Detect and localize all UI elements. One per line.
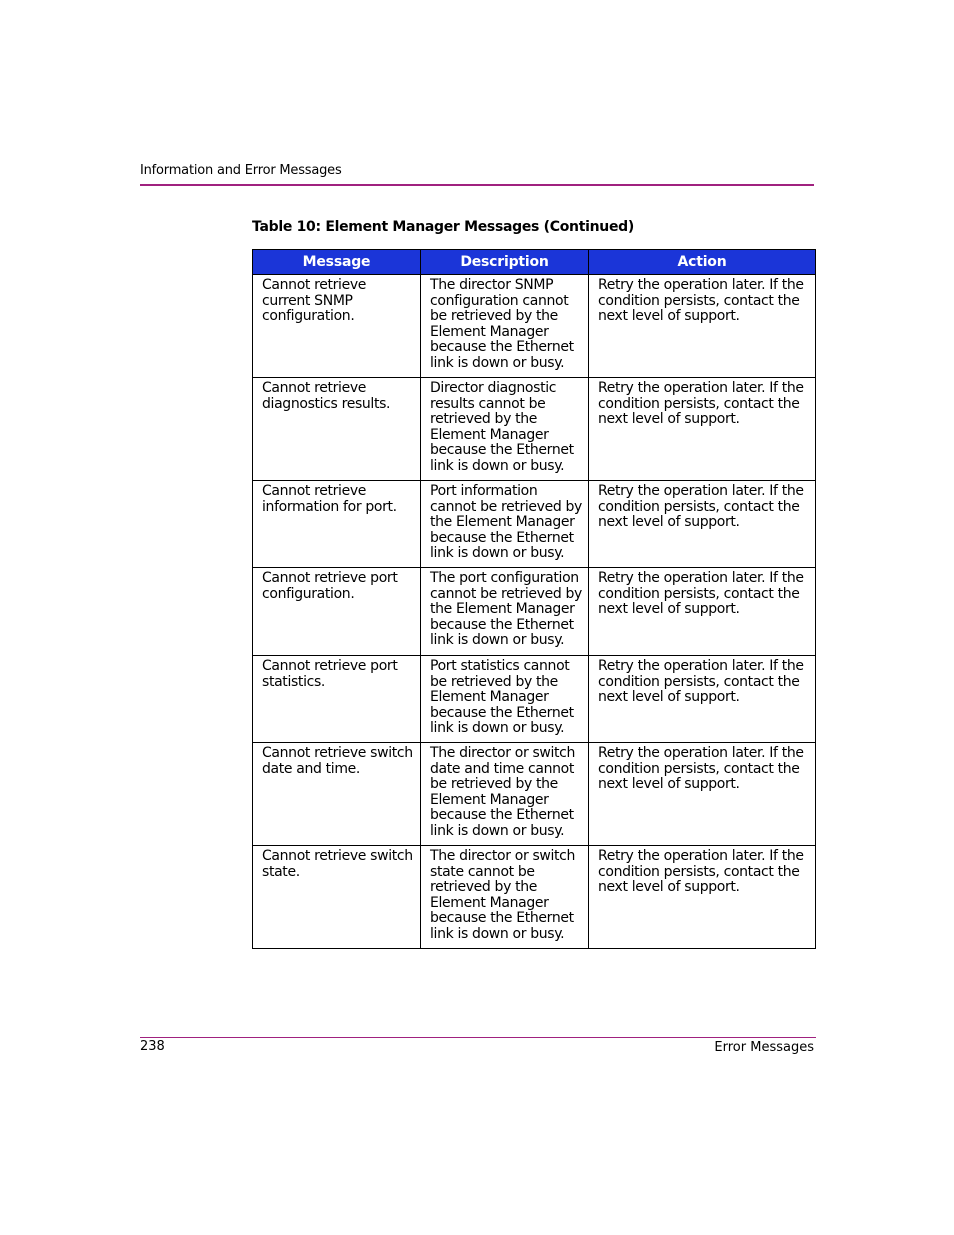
message-cell: Cannot retrieve current SNMP configuration. bbox=[253, 275, 421, 378]
table-row bbox=[253, 743, 816, 846]
description-cell: The port configuration cannot be retrieved by the Element Manager because the Ethernet link is down or busy. bbox=[421, 568, 589, 656]
footer-section-title: Error Messages bbox=[714, 1040, 814, 1055]
action-cell: Retry the operation later. If the condition persists, contact the next level of support. bbox=[589, 743, 816, 846]
page-number: 238 bbox=[140, 1039, 165, 1054]
description-cell: The director or switch state cannot be retrieved by the Element Manager because the Ethernet link is down or busy. bbox=[421, 846, 589, 949]
message-cell: Cannot retrieve port statistics. bbox=[253, 656, 421, 743]
action-cell: Retry the operation later. If the condition persists, contact the next level of support. bbox=[589, 275, 816, 378]
description-cell: Port statistics cannot be retrieved by the Element Manager because the Ethernet link is down or busy. bbox=[421, 656, 589, 743]
action-cell: Retry the operation later. If the condition persists, contact the next level of support. bbox=[589, 656, 816, 743]
running-header: Information and Error Messages bbox=[140, 163, 342, 178]
table-row bbox=[253, 656, 816, 743]
table-header-row bbox=[253, 250, 816, 275]
column-header-message: Message bbox=[253, 250, 421, 275]
message-cell: Cannot retrieve diagnostics results. bbox=[253, 378, 421, 481]
action-cell: Retry the operation later. If the condition persists, contact the next level of support. bbox=[589, 846, 816, 949]
table-caption: Table 10: Element Manager Messages (Continued) bbox=[252, 219, 634, 235]
column-header-action: Action bbox=[589, 250, 816, 275]
description-cell: Port information cannot be retrieved by the Element Manager because the Ethernet link is down or busy. bbox=[421, 481, 589, 568]
description-cell: The director or switch date and time cannot be retrieved by the Element Manager because the Ethernet link is down or busy. bbox=[421, 743, 589, 846]
description-cell: The director SNMP configuration cannot be retrieved by the Element Manager because the Ethernet link is down or busy. bbox=[421, 275, 589, 378]
table-row bbox=[253, 846, 816, 949]
message-cell: Cannot retrieve information for port. bbox=[253, 481, 421, 568]
table-row bbox=[253, 481, 816, 568]
footer-rule bbox=[140, 1037, 816, 1038]
action-cell: Retry the operation later. If the condition persists, contact the next level of support. bbox=[589, 568, 816, 656]
column-header-description: Description bbox=[421, 250, 589, 275]
message-cell: Cannot retrieve switch state. bbox=[253, 846, 421, 949]
table-row bbox=[253, 275, 816, 378]
action-cell: Retry the operation later. If the condition persists, contact the next level of support. bbox=[589, 481, 816, 568]
table-row bbox=[253, 378, 816, 481]
message-cell: Cannot retrieve switch date and time. bbox=[253, 743, 421, 846]
header-rule bbox=[140, 184, 814, 186]
description-cell: Director diagnostic results cannot be retrieved by the Element Manager because the Ethernet link is down or busy. bbox=[421, 378, 589, 481]
table-row bbox=[253, 568, 816, 656]
messages-table bbox=[252, 249, 816, 949]
action-cell: Retry the operation later. If the condition persists, contact the next level of support. bbox=[589, 378, 816, 481]
message-cell: Cannot retrieve port configuration. bbox=[253, 568, 421, 656]
